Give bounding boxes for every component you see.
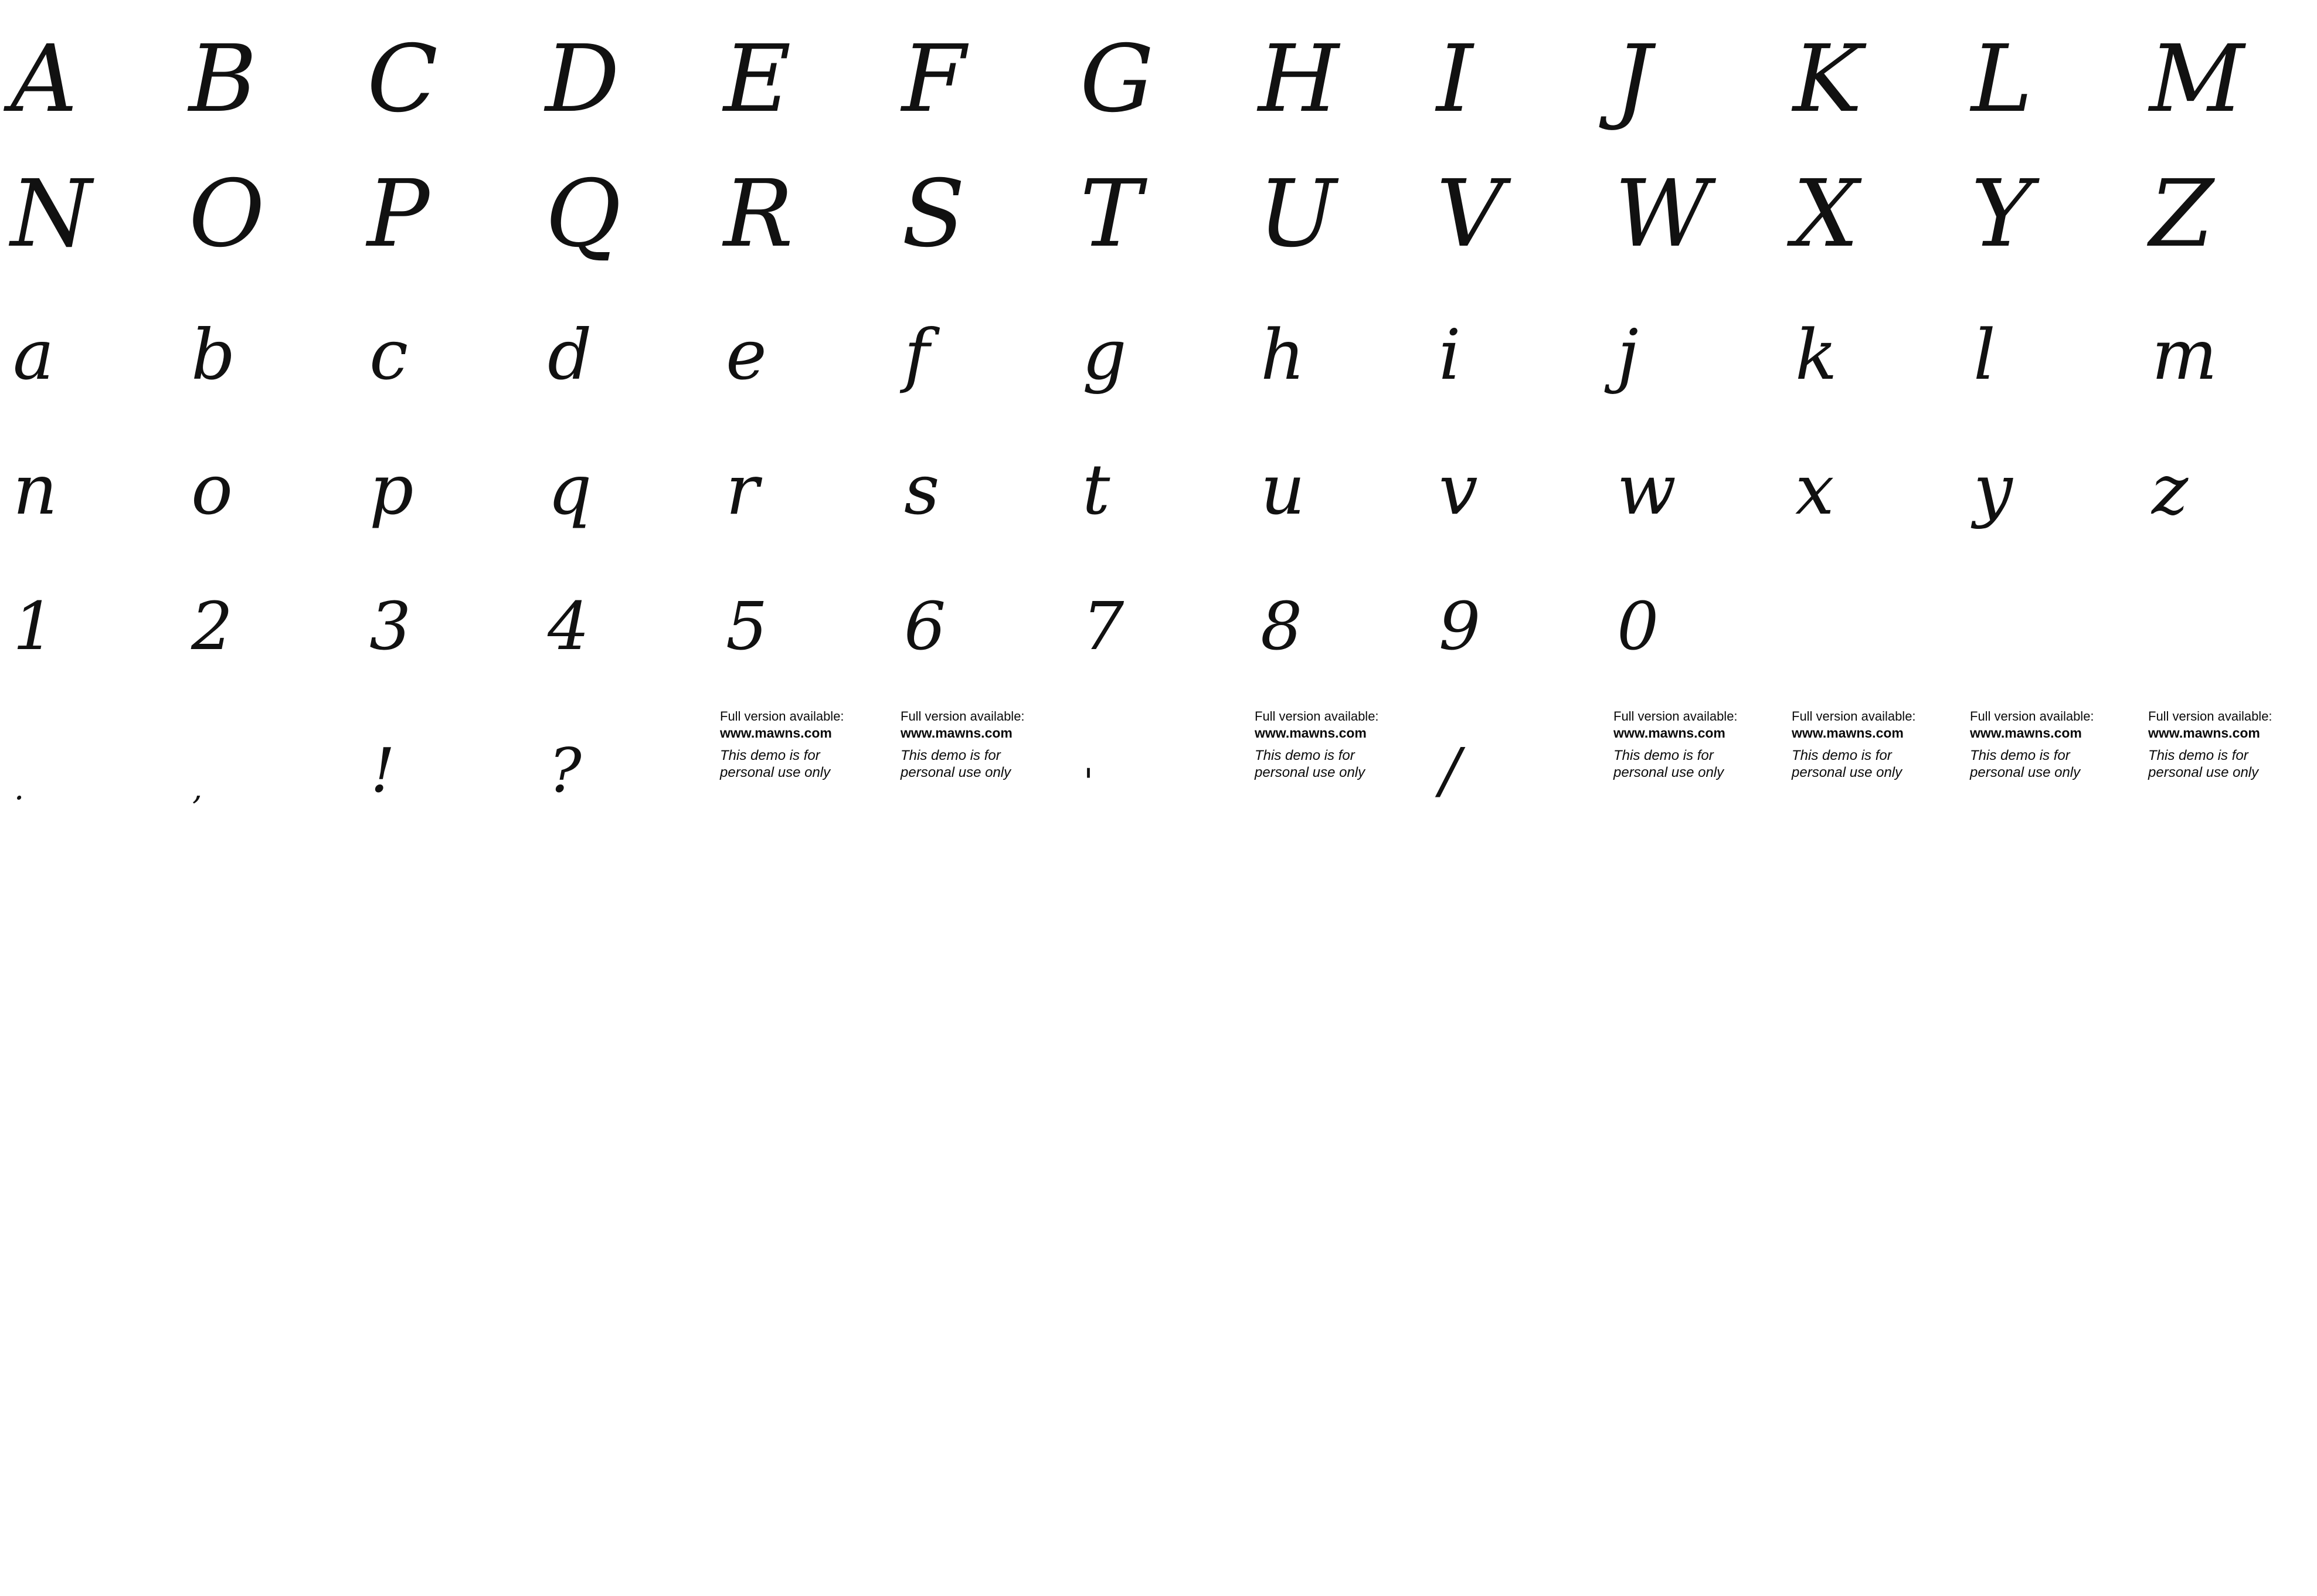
glyph-uppercase: M (2149, 25, 2243, 133)
glyph-cell (1248, 0, 1426, 135)
demo-notice-line3: This demo is for personal use only (901, 748, 1011, 780)
glyph-cell-empty (2139, 539, 2317, 674)
glyph-cell (2139, 270, 2317, 405)
glyph-cell (713, 135, 891, 270)
glyph-period: . (14, 770, 25, 807)
glyph-uppercase: L (1971, 25, 2031, 133)
demo-notice-line3: This demo is for personal use only (1970, 748, 2081, 780)
glyph-cell (178, 270, 356, 405)
demo-notice-line3: This demo is for personal use only (2148, 748, 2259, 780)
glyph-cell (1961, 405, 2139, 539)
demo-notice-line1: Full version available: (720, 709, 844, 724)
demo-notice-url: www.mawns.com (1255, 725, 1367, 741)
glyph-digit: 4 (548, 589, 590, 665)
glyph-cell (1782, 270, 1961, 405)
glyph-cell (1069, 270, 1248, 405)
demo-notice-7 (2148, 708, 2299, 781)
demo-notice-line1: Full version available: (1792, 709, 1916, 724)
glyph-cell (2139, 135, 2317, 270)
glyph-uppercase: I (1436, 25, 1472, 133)
glyph-lowercase: n (13, 449, 57, 530)
demo-notice-url: www.mawns.com (1970, 725, 2082, 741)
glyph-uppercase: C (367, 25, 437, 133)
glyph-uppercase: V (1436, 159, 1503, 268)
demo-notice-6 (1970, 708, 2121, 781)
glyph-cell (1248, 405, 1426, 539)
glyph-digit: 9 (1439, 589, 1481, 665)
glyph-digit (1961, 657, 1973, 674)
glyph-lowercase: j (1617, 314, 1639, 395)
demo-notice-line3: This demo is for personal use only (1613, 748, 1724, 780)
glyph-cell (713, 0, 891, 135)
glyph-cell (2139, 405, 2317, 539)
glyph-question: ? (549, 735, 582, 807)
glyph-cell (1069, 405, 1248, 539)
glyph-lowercase: p (369, 449, 414, 530)
demo-notice-url: www.mawns.com (2148, 725, 2260, 741)
glyph-cell (0, 135, 178, 270)
demo-notice-url: www.mawns.com (720, 725, 832, 741)
glyph-uppercase: U (1258, 159, 1336, 268)
glyph-uppercase: P (367, 159, 429, 268)
glyph-cell (1782, 135, 1961, 270)
demo-notice-line3: This demo is for personal use only (1792, 748, 1902, 780)
glyph-cell (1426, 0, 1604, 135)
glyph-lowercase: s (904, 449, 940, 530)
glyph-lowercase: d (548, 314, 592, 395)
glyph-cell (1426, 405, 1604, 539)
glyph-cell (891, 0, 1069, 135)
glyph-lowercase: e (726, 314, 767, 395)
demo-notice-5 (1792, 708, 1943, 781)
glyph-cell (0, 270, 178, 405)
glyph-digit (2139, 657, 2152, 674)
glyph-digit: 5 (726, 589, 768, 665)
glyph-digit: 6 (904, 589, 946, 665)
glyph-lowercase: l (1973, 314, 1996, 395)
glyph-cell (356, 270, 535, 405)
glyph-cell (1426, 270, 1604, 405)
glyph-cell (1961, 135, 2139, 270)
demo-notice-line3: This demo is for personal use only (1255, 748, 1365, 780)
glyph-cell (713, 405, 891, 539)
glyph-uppercase: W (1615, 159, 1709, 268)
glyph-lowercase: z (2152, 449, 2189, 530)
glyph-cell (1248, 539, 1426, 674)
glyph-digit: 0 (1617, 589, 1659, 665)
glyph-cell (1069, 539, 1248, 674)
glyph-digit: 8 (1261, 589, 1303, 665)
demo-notice-4 (1613, 708, 1765, 781)
glyph-cell (1961, 0, 2139, 135)
glyph-cell (178, 0, 356, 135)
glyph-lowercase: u (1261, 449, 1305, 530)
glyph-uppercase: D (545, 25, 619, 133)
glyph-cell (0, 405, 178, 539)
glyph-digit: 1 (13, 589, 55, 665)
glyph-uppercase: O (189, 159, 264, 268)
demo-notice-band (0, 707, 2317, 824)
glyph-uppercase: H (1258, 25, 1338, 133)
glyph-cell (535, 0, 713, 135)
glyph-cell (1426, 539, 1604, 674)
glyph-uppercase: K (1793, 25, 1861, 133)
glyph-cell (1782, 405, 1961, 539)
glyph-lowercase: i (1439, 314, 1461, 395)
glyph-uppercase: G (1080, 25, 1153, 133)
glyph-lowercase: b (191, 314, 236, 395)
glyph-cell (1604, 135, 1782, 270)
glyph-uppercase: Q (545, 159, 620, 268)
glyph-cell (1069, 0, 1248, 135)
glyph-cell-empty (1782, 539, 1961, 674)
glyph-cell (535, 539, 713, 674)
glyph-lowercase: q (548, 449, 592, 530)
glyph-cell (713, 270, 891, 405)
demo-notice-line1: Full version available: (901, 709, 1025, 724)
glyph-lowercase: r (726, 449, 759, 530)
glyph-cell (1604, 270, 1782, 405)
glyph-slash: / (1440, 735, 1461, 807)
glyph-cell (891, 405, 1069, 539)
glyph-cell (1604, 0, 1782, 135)
glyph-lowercase: v (1439, 449, 1478, 530)
glyph-cell (1248, 270, 1426, 405)
glyph-uppercase: F (902, 25, 965, 133)
glyph-lowercase: a (13, 314, 55, 395)
glyph-cell (891, 539, 1069, 674)
glyph-cell (891, 270, 1069, 405)
demo-notice-2 (901, 708, 1052, 781)
demo-notice-url: www.mawns.com (1613, 725, 1725, 741)
glyph-comma: , (192, 770, 203, 807)
glyph-lowercase: o (191, 449, 233, 530)
glyph-cell (1426, 135, 1604, 270)
glyph-uppercase: N (11, 159, 91, 268)
glyph-uppercase: E (723, 25, 790, 133)
glyph-cell (535, 405, 713, 539)
glyph-apostrophe: ' (1083, 760, 1094, 804)
glyph-cell (356, 0, 535, 135)
glyph-uppercase: A (11, 25, 77, 133)
glyph-uppercase: R (723, 159, 792, 268)
glyph-digit (1782, 657, 1795, 674)
glyph-cell (178, 135, 356, 270)
glyph-cell (1604, 405, 1782, 539)
glyph-cell (1782, 0, 1961, 135)
glyph-lowercase: h (1261, 314, 1305, 395)
glyph-digit: 2 (191, 589, 233, 665)
glyph-cell (1248, 135, 1426, 270)
glyph-cell (178, 539, 356, 674)
demo-notice-1 (720, 708, 871, 781)
demo-notice-line1: Full version available: (1613, 709, 1738, 724)
demo-notice-line1: Full version available: (1970, 709, 2094, 724)
glyph-uppercase: Z (2149, 159, 2213, 268)
glyph-uppercase: J (1615, 25, 1651, 133)
glyph-lowercase: x (1795, 449, 1834, 530)
glyph-cell (535, 270, 713, 405)
glyph-cell (713, 539, 891, 674)
glyph-cell (891, 135, 1069, 270)
glyph-cell (2139, 0, 2317, 135)
glyph-cell (0, 0, 178, 135)
glyph-digit: 7 (1082, 589, 1124, 665)
glyph-cell (0, 539, 178, 674)
glyph-cell (178, 405, 356, 539)
demo-notice-url: www.mawns.com (1792, 725, 1904, 741)
glyph-cell (1069, 135, 1248, 270)
glyph-cell (1961, 270, 2139, 405)
glyph-lowercase: m (2152, 314, 2217, 395)
glyph-exclamation: ! (371, 735, 395, 807)
glyph-digit: 3 (369, 589, 412, 665)
demo-notice-line1: Full version available: (2148, 709, 2272, 724)
demo-notice-3 (1255, 708, 1406, 781)
glyph-cell (356, 405, 535, 539)
demo-notice-line3: This demo is for personal use only (720, 748, 831, 780)
glyph-cell (1604, 539, 1782, 674)
demo-notice-line1: Full version available: (1255, 709, 1379, 724)
glyph-lowercase: f (904, 314, 930, 395)
glyph-lowercase: w (1617, 449, 1677, 530)
glyph-lowercase: c (369, 314, 409, 395)
glyph-cell (535, 135, 713, 270)
glyph-cell-empty (1961, 539, 2139, 674)
glyph-uppercase: T (1080, 159, 1141, 268)
glyph-cell (356, 135, 535, 270)
glyph-lowercase: y (1973, 449, 2013, 530)
glyph-uppercase: B (189, 25, 256, 133)
glyph-lowercase: k (1795, 314, 1837, 395)
glyph-uppercase: Y (1971, 159, 2031, 268)
glyph-cell (356, 539, 535, 674)
glyph-uppercase: S (902, 159, 964, 268)
glyph-lowercase: g (1082, 314, 1127, 395)
demo-notice-url: www.mawns.com (901, 725, 1013, 741)
glyph-lowercase: t (1082, 449, 1110, 530)
glyph-uppercase: X (1793, 159, 1858, 268)
